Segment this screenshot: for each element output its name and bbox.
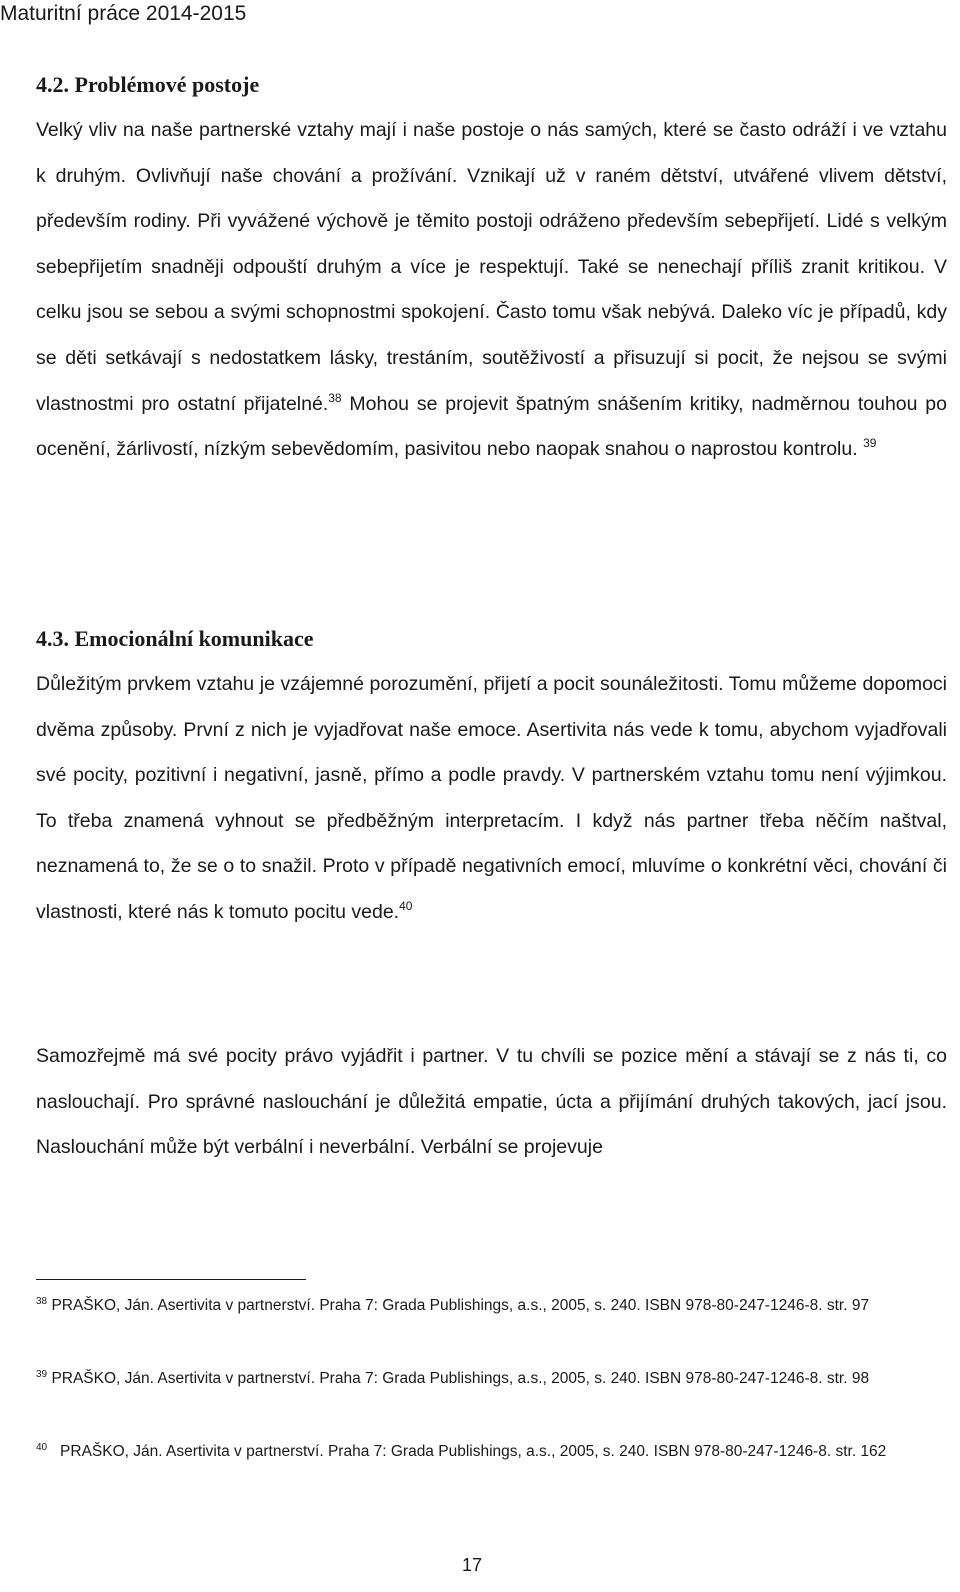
footnote-separator: [36, 1279, 306, 1280]
section-heading-4-2: 4.2. Problémové postoje: [36, 72, 260, 97]
section-heading-4-3: 4.3. Emocionální komunikace: [36, 626, 314, 651]
paragraph-problem-attitudes: [36, 108, 947, 473]
footnote-ref-38: 38: [328, 390, 342, 405]
footnote-ref-40: 40: [399, 898, 413, 913]
footnote-number: 38: [36, 1296, 48, 1307]
footnote-ref-39: 39: [863, 436, 877, 451]
paragraph-text: Mohou se projevit špatným snášením kritiky, nadměrnou touhou po ocenění, žárlivostí, nízkým sebevědomím, pasivitou nebo naopak snahou o naprostou kontrolu.: [36, 392, 947, 461]
footnote-text: PRAŠKO, Ján. Asertivita v partnerství. Praha 7: Grada Publishings, a.s., 2005, s. 240. ISBN 978-80-247-1246-8. str. 162: [60, 1443, 887, 1460]
footnote-40: [36, 1440, 947, 1464]
paragraph-text: Důležitým prvkem vztahu je vzájemné porozumění, přijetí a pocit sounáležitosti. Tomu můžeme dopomoci dvěma způsoby. První z nich je vyjadřovat naše emoce. Asertivita nás vede k tomu, abychom vyjadřovali své pocity, pozitivní i negativní, jasně, přímo a podle pravdy. V partnerském vztahu tomu není výjimkou. To třeba znamená vyhnout se předběžným interpretacím. I když nás partner třeba něčím naštval, neznamená to, že se o to snažil. Proto v případě negativních emocí, mluvíme o konkrétní věci, chování či vlastnosti, které nás k tomuto pocitu vede.: [36, 673, 947, 923]
footnote-38: [36, 1294, 947, 1318]
page-number: 17: [462, 1555, 483, 1575]
footnote-text: PRAŠKO, Ján. Asertivita v partnerství. Praha 7: Grada Publishings, a.s., 2005, s. 240. ISBN 978-80-247-1246-8. str. 97: [51, 1297, 870, 1314]
paragraph-listening: [36, 1034, 947, 1171]
footnote-number: 40: [36, 1442, 48, 1453]
page-header: Maturitní práce 2014-2015: [0, 2, 247, 25]
footnote-text: PRAŠKO, Ján. Asertivita v partnerství. Praha 7: Grada Publishings, a.s., 2005, s. 240. ISBN 978-80-247-1246-8. str. 98: [51, 1370, 870, 1387]
paragraph-emotional-communication: [36, 662, 947, 936]
footnote-39: [36, 1367, 947, 1391]
footnote-number: 39: [36, 1369, 48, 1380]
paragraph-text: Samozřejmě má své pocity právo vyjádřit i partner. V tu chvíli se pozice mění a stávají se z nás ti, co naslouchají. Pro správné naslouchání je důležitá empatie, úcta a přijímání druhých takových, jací jsou. Naslouchání může být verbální i neverbální. Verbální se projevuje: [36, 1045, 947, 1159]
paragraph-text: Velký vliv na naše partnerské vztahy mají i naše postoje o nás samých, které se často odráží i ve vztahu k druhým. Ovlivňují naše chování a prožívání. Vznikají už v raném dětství, utvářené vlivem dětství, především rodiny. Při vyvážené výchově je těmito postoji odráženo především sebepřijetí. Lidé s velkým sebepřijetím snadněji odpouští druhým a více je respektují. Také se nenechají příliš zranit kritikou. V celku jsou se sebou a svými schopnostmi spokojení. Často tomu však nebývá. Daleko víc je případů, kdy se děti setkávají s nedostatkem lásky, trestáním, soutěživostí a přisuzují si pocit, že nejsou se svými vlastnostmi pro ostatní přijatelné.: [36, 119, 947, 415]
